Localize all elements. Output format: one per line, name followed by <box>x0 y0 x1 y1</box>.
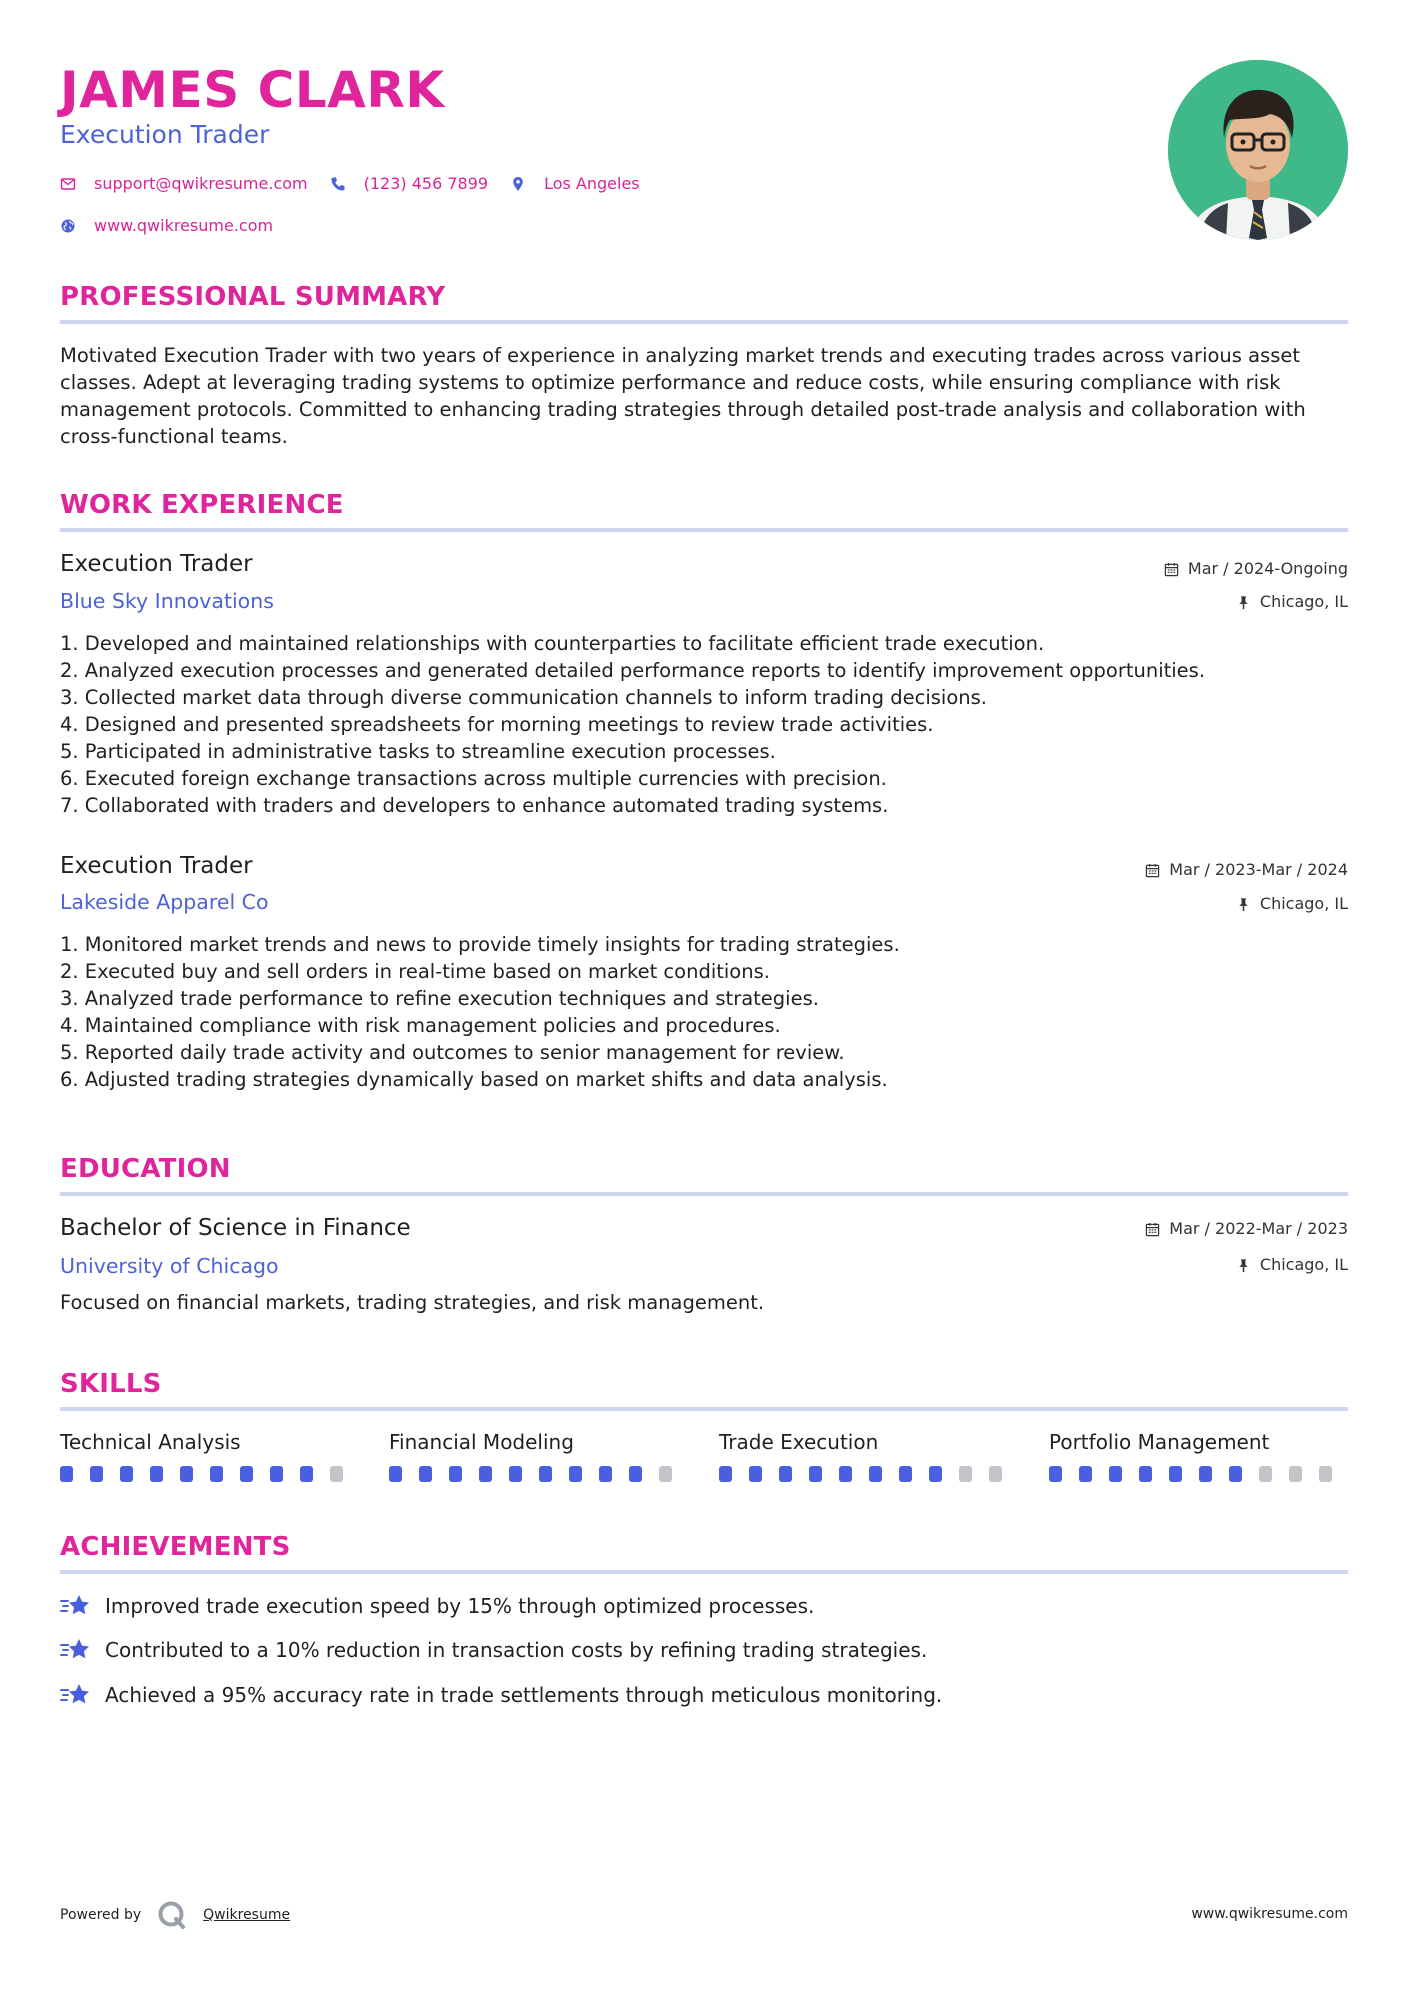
rating-dot-filled <box>449 1466 462 1482</box>
skill-item <box>719 1428 1019 1482</box>
skill-item <box>1049 1428 1349 1482</box>
job-bullets <box>60 630 1350 819</box>
education-location <box>1236 1254 1348 1276</box>
rating-dot-filled <box>809 1466 822 1482</box>
job-title: Execution Trader <box>60 853 253 879</box>
rating-dot-filled <box>1229 1466 1242 1482</box>
list-item: 2. Executed buy and sell orders in real-time based on market conditions. <box>60 960 770 983</box>
skill-rating <box>389 1466 689 1482</box>
rating-dot-filled <box>210 1466 223 1482</box>
rating-dot-filled <box>629 1466 642 1482</box>
rating-dot-filled <box>150 1466 163 1482</box>
job-location-text: Chicago, IL <box>1259 894 1348 913</box>
phone-icon <box>330 176 346 192</box>
list-item: 6. Executed foreign exchange transactions across multiple currencies with precision. <box>60 767 887 790</box>
rating-dot-empty <box>659 1466 672 1482</box>
education-dates <box>1145 1218 1348 1240</box>
contact-row-secondary <box>60 215 295 237</box>
rating-dot-filled <box>1169 1466 1182 1482</box>
section-title-summary: PROFESSIONAL SUMMARY <box>60 282 446 312</box>
company-name: Blue Sky Innovations <box>60 589 274 613</box>
candidate-name: JAMES CLARK <box>60 61 445 119</box>
job-dates-text: Mar / 2023-Mar / 2024 <box>1169 860 1348 879</box>
section-title-experience: WORK EXPERIENCE <box>60 490 344 520</box>
list-item: 2. Analyzed execution processes and generated detailed performance reports to identify improvement opportunities. <box>60 659 1206 682</box>
rating-dot-empty <box>959 1466 972 1482</box>
profile-photo-illustration <box>1168 60 1348 240</box>
rating-dot-filled <box>509 1466 522 1482</box>
list-item: 3. Collected market data through diverse communication channels to inform trading decisions. <box>60 686 987 709</box>
achievement-text: Achieved a 95% accuracy rate in trade settlements through meticulous monitoring. <box>105 1683 943 1707</box>
job-bullets <box>60 931 1350 1093</box>
rating-dot-filled <box>419 1466 432 1482</box>
rating-dot-empty <box>1259 1466 1272 1482</box>
email-text: support@qwikresume.com <box>94 174 308 193</box>
qwikresume-logo-icon <box>157 1900 187 1930</box>
education-description: Focused on financial markets, trading strategies, and risk management. <box>60 1291 765 1314</box>
rating-dot-filled <box>120 1466 133 1482</box>
list-item: 7. Collaborated with traders and developers to enhance automated trading systems. <box>60 794 889 817</box>
skill-rating <box>1049 1466 1349 1482</box>
candidate-role: Execution Trader <box>60 120 270 149</box>
rating-dot-filled <box>1049 1466 1062 1482</box>
rating-dot-filled <box>90 1466 103 1482</box>
job-dates-text: Mar / 2024-Ongoing <box>1187 559 1348 578</box>
rating-dot-filled <box>1109 1466 1122 1482</box>
section-divider <box>60 1407 1348 1411</box>
profile-photo <box>1168 60 1348 240</box>
list-item: 5. Participated in administrative tasks to streamline execution processes. <box>60 740 776 763</box>
skill-name: Portfolio Management <box>1049 1430 1270 1454</box>
globe-icon <box>60 218 76 234</box>
rating-dot-filled <box>899 1466 912 1482</box>
section-title-skills: SKILLS <box>60 1369 162 1399</box>
location-text: Los Angeles <box>544 174 640 193</box>
section-title-achievements: ACHIEVEMENTS <box>60 1532 291 1562</box>
pushpin-icon <box>1236 897 1251 912</box>
skill-item <box>60 1428 360 1482</box>
rating-dot-filled <box>929 1466 942 1482</box>
degree-title: Bachelor of Science in Finance <box>60 1215 411 1241</box>
rating-dot-filled <box>779 1466 792 1482</box>
rating-dot-filled <box>839 1466 852 1482</box>
section-divider <box>60 1570 1348 1574</box>
achievement-text: Improved trade execution speed by 15% through optimized processes. <box>105 1594 815 1618</box>
rating-dot-filled <box>719 1466 732 1482</box>
skill-rating <box>719 1466 1019 1482</box>
pushpin-icon <box>1236 595 1251 610</box>
rating-dot-filled <box>869 1466 882 1482</box>
skill-item <box>389 1428 689 1482</box>
section-divider <box>60 1192 1348 1196</box>
rating-dot-filled <box>599 1466 612 1482</box>
map-pin-icon <box>510 176 526 192</box>
job-location-text: Chicago, IL <box>1259 592 1348 611</box>
calendar-icon <box>1164 562 1179 577</box>
job-location <box>1236 893 1348 915</box>
rating-dot-empty <box>1319 1466 1332 1482</box>
calendar-icon <box>1145 1222 1160 1237</box>
pushpin-icon <box>1236 1258 1251 1273</box>
achievement-text: Contributed to a 10% reduction in transaction costs by refining trading strategies. <box>105 1638 928 1662</box>
star-icon <box>60 1636 92 1664</box>
star-icon <box>60 1681 92 1709</box>
education-location-text: Chicago, IL <box>1259 1255 1348 1274</box>
list-item: 1. Monitored market trends and news to provide timely insights for trading strategies. <box>60 933 900 956</box>
skill-name: Technical Analysis <box>60 1430 241 1454</box>
summary-text: Motivated Execution Trader with two years of experience in analyzing market trends and executing trades across various asset classes. Adept at leveraging trading systems to optimize performance and reduce costs, while ensuring compliance with risk management protocols. Committed to enhancing trading strategies through detailed post-trade analysis and collaboration with cross-functional teams. <box>60 344 1306 448</box>
envelope-icon <box>60 176 76 192</box>
rating-dot-empty <box>330 1466 343 1482</box>
rating-dot-filled <box>749 1466 762 1482</box>
website-text: www.qwikresume.com <box>94 216 274 235</box>
rating-dot-filled <box>389 1466 402 1482</box>
contact-email[interactable] <box>60 173 308 195</box>
footer-website[interactable]: www.qwikresume.com <box>1191 1906 1348 1922</box>
contact-website[interactable] <box>60 215 273 237</box>
skill-rating <box>60 1466 360 1482</box>
achievement-item <box>60 1636 927 1664</box>
rating-dot-filled <box>270 1466 283 1482</box>
rating-dot-filled <box>539 1466 552 1482</box>
qwikresume-link[interactable]: Qwikresume <box>203 1907 291 1923</box>
footer-powered-by <box>60 1900 290 1930</box>
phone-text: (123) 456 7899 <box>363 174 489 193</box>
rating-dot-filled <box>180 1466 193 1482</box>
education-dates-text: Mar / 2022-Mar / 2023 <box>1169 1219 1348 1238</box>
rating-dot-filled <box>300 1466 313 1482</box>
contact-phone[interactable] <box>330 173 488 195</box>
job-title: Execution Trader <box>60 551 253 577</box>
school-name: University of Chicago <box>60 1254 279 1278</box>
star-icon <box>60 1592 92 1620</box>
section-divider <box>60 528 1348 532</box>
list-item: 1. Developed and maintained relationships with counterparties to facilitate efficient trade execution. <box>60 632 1045 655</box>
rating-dot-filled <box>479 1466 492 1482</box>
job-dates <box>1164 558 1348 580</box>
rating-dot-filled <box>240 1466 253 1482</box>
skill-name: Financial Modeling <box>389 1430 574 1454</box>
list-item: 4. Designed and presented spreadsheets for morning meetings to review trade activities. <box>60 713 934 736</box>
company-name: Lakeside Apparel Co <box>60 890 269 914</box>
rating-dot-empty <box>989 1466 1002 1482</box>
rating-dot-filled <box>569 1466 582 1482</box>
calendar-icon <box>1145 863 1160 878</box>
job-location <box>1236 591 1348 613</box>
contact-row-primary <box>60 173 662 195</box>
achievement-item <box>60 1681 942 1709</box>
section-title-education: EDUCATION <box>60 1154 231 1184</box>
list-item: 4. Maintained compliance with risk management policies and procedures. <box>60 1014 781 1037</box>
achievement-item <box>60 1592 814 1620</box>
rating-dot-filled <box>60 1466 73 1482</box>
skill-name: Trade Execution <box>719 1430 879 1454</box>
rating-dot-filled <box>1079 1466 1092 1482</box>
list-item: 6. Adjusted trading strategies dynamically based on market shifts and data analysis. <box>60 1068 888 1091</box>
contact-location <box>510 173 640 195</box>
list-item: 5. Reported daily trade activity and outcomes to senior management for review. <box>60 1041 845 1064</box>
powered-by-text: Powered by <box>60 1907 142 1923</box>
list-item: 3. Analyzed trade performance to refine execution techniques and strategies. <box>60 987 819 1010</box>
job-dates <box>1145 859 1348 881</box>
rating-dot-empty <box>1289 1466 1302 1482</box>
section-divider <box>60 320 1348 324</box>
rating-dot-filled <box>1199 1466 1212 1482</box>
rating-dot-filled <box>1139 1466 1152 1482</box>
